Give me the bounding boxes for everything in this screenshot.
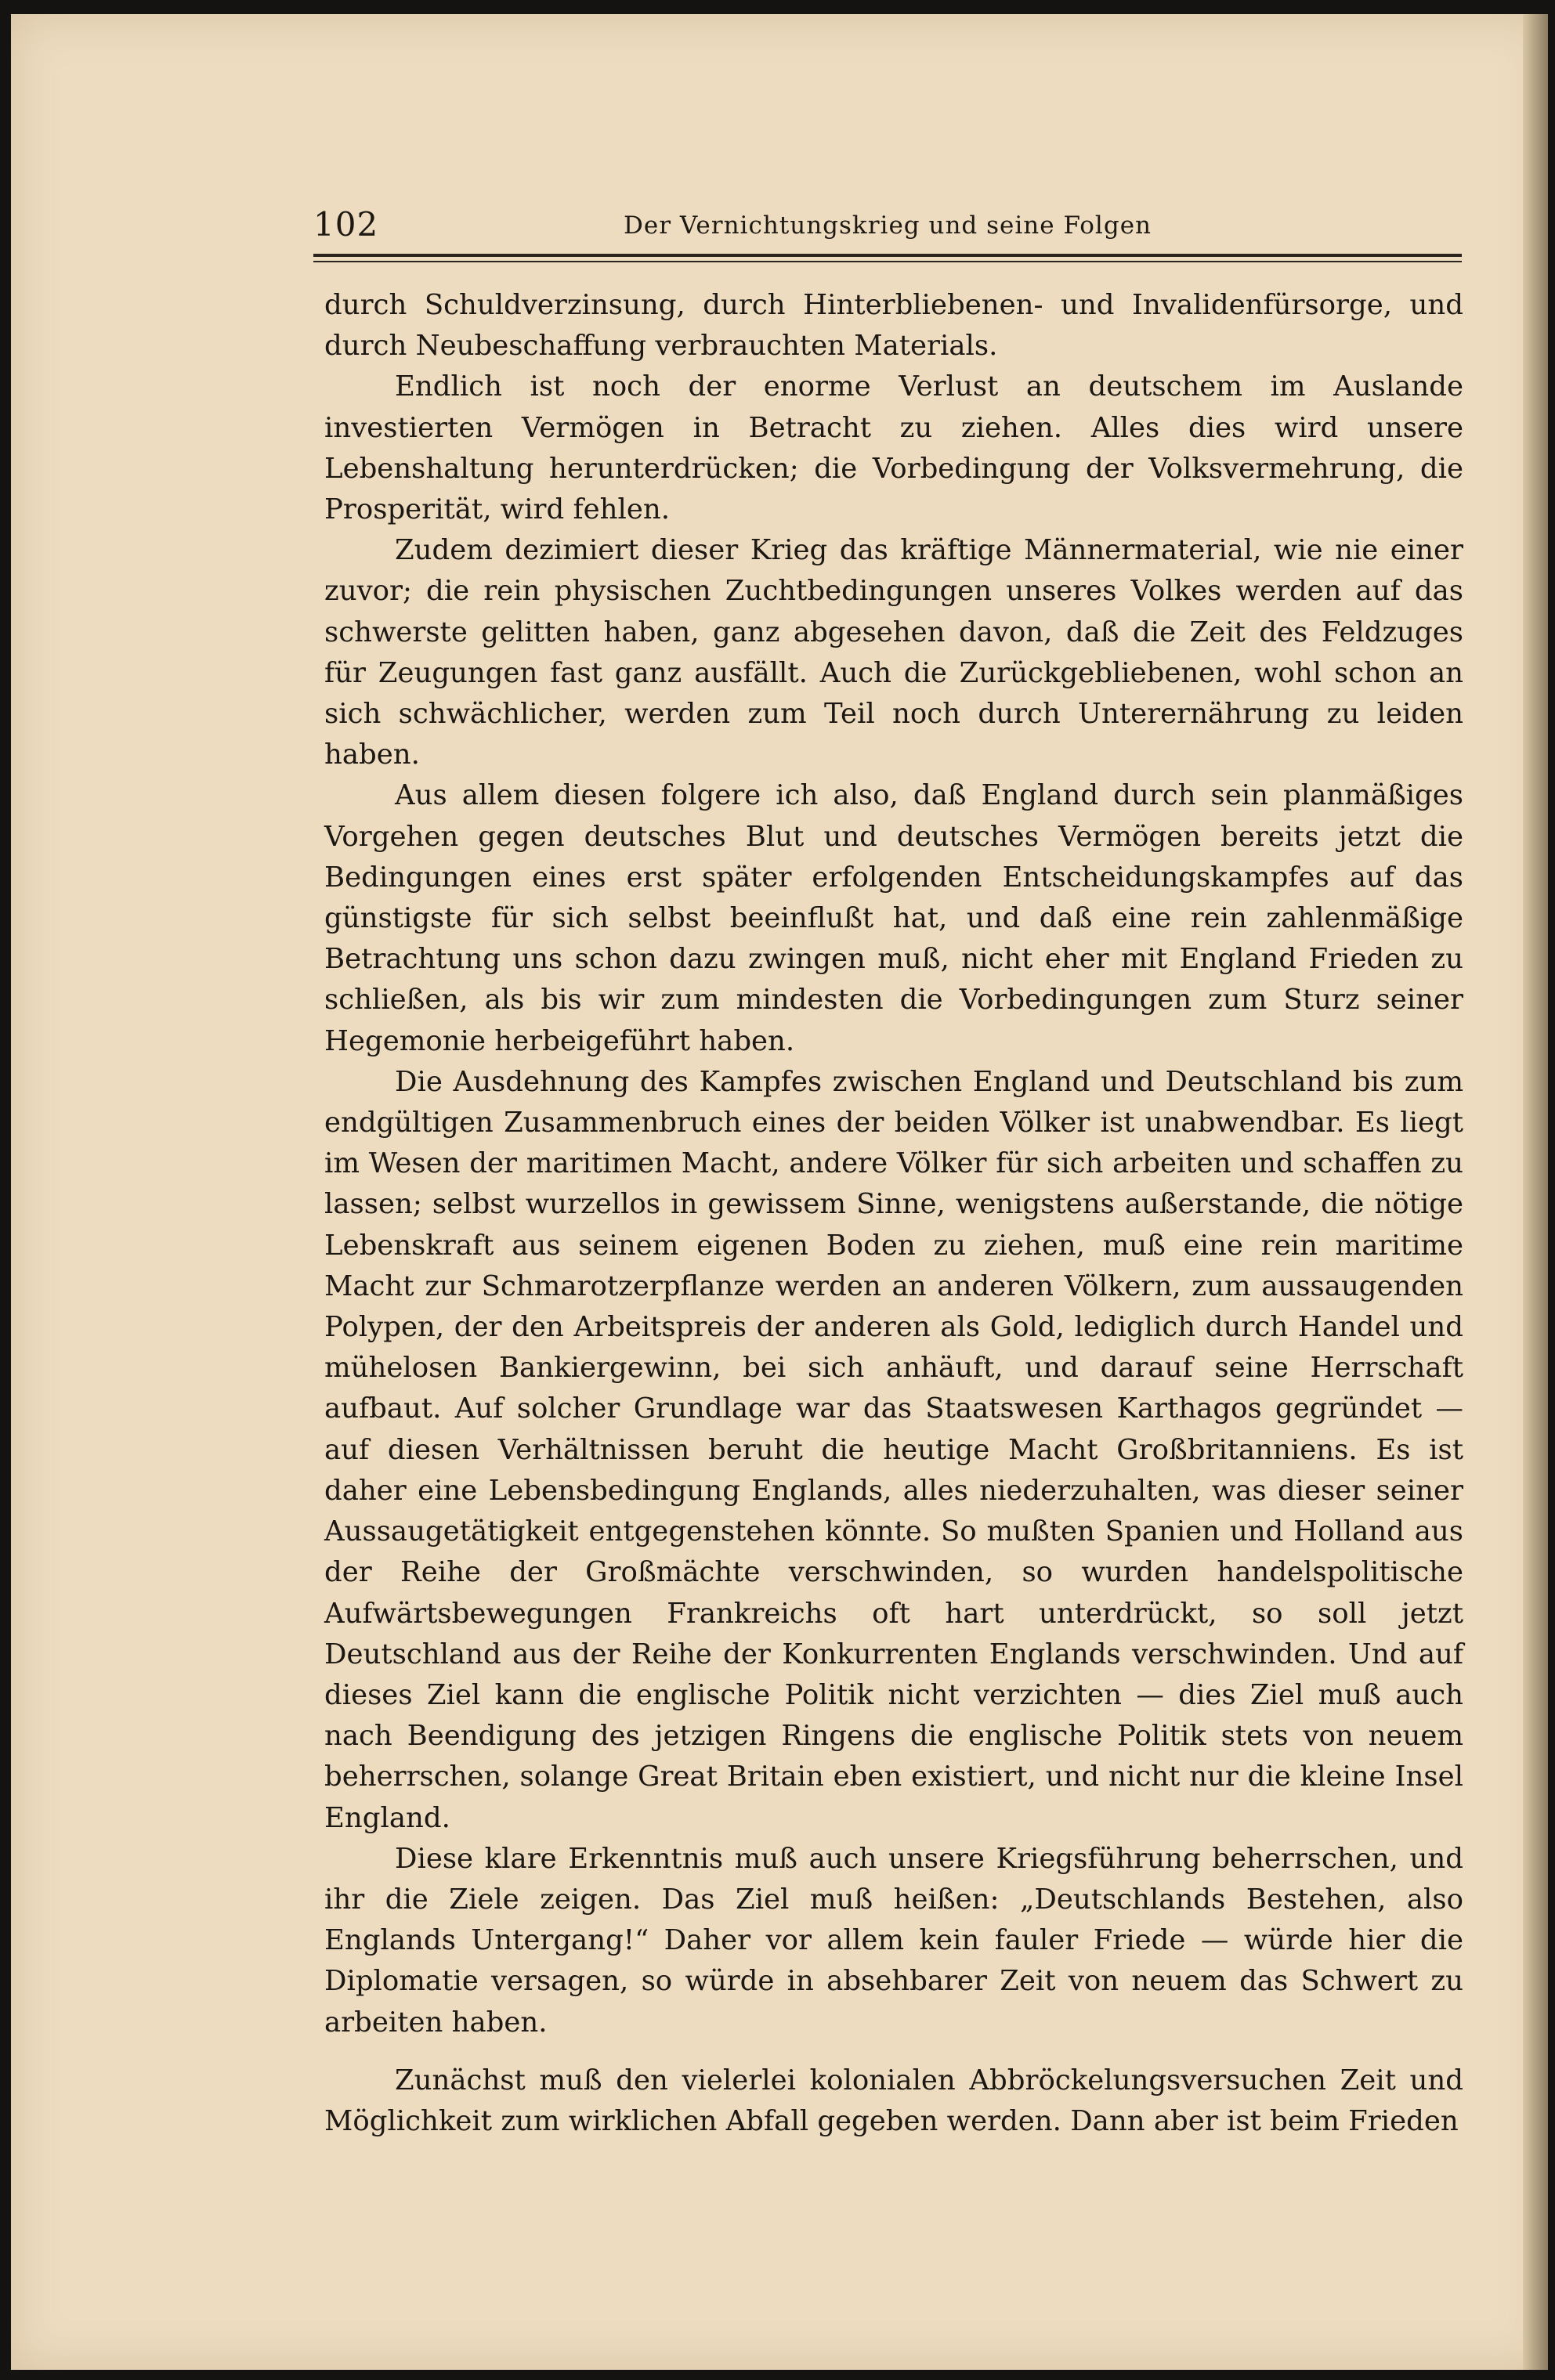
page-number: 102 [313, 205, 379, 244]
paragraph: durch Schuldverzinsung, durch Hinterbliebenen- und Invalidenfürsorge, und durch Neubeschaffung verbrauchten Materials. [324, 289, 1463, 363]
running-head: Der Vernichtungskrieg und seine Folgen [624, 211, 1152, 240]
body-text [324, 285, 1463, 2142]
paragraph: Zudem dezimiert dieser Krieg das kräftige Männermaterial, wie nie einer zuvor; die rein physischen Zuchtbedingungen unseres Volkes werden auf das schwerste gelitten haben, ganz abgesehen davon, daß die Zeit des Feldzuges für Zeugungen fast ganz ausfällt. Auch die Zurückgebliebenen, wohl schon an sich schwächlicher, werden zum Teil noch durch Unterernährung zu leiden haben. [324, 534, 1463, 771]
paragraph: Die Ausdehnung des Kampfes zwischen England und Deutschland bis zum endgültigen Zusammenbruch eines der beiden Völker ist unabwendbar. Es liegt im Wesen der maritimen Macht, andere Völker für sich arbeiten und schaffen zu lassen; selbst wurzellos in gewissem Sinne, wenigstens außerstande, die nötige Lebenskraft aus seinem eigenen Boden zu ziehen, muß eine rein maritime Macht zur Schmarotzerpflanze werden an anderen Völkern, zum aussaugenden Polypen, der den Arbeitspreis der anderen als Gold, lediglich durch Handel und mühelosen Bankiergewinn, bei sich anhäuft, und darauf seine Herrschaft aufbaut. Auf solcher Grundlage war das Staatswesen Karthagos gegründet — auf diesen Verhältnissen beruht die heutige Macht Großbritanniens. Es ist daher eine Lebensbedingung Englands, alles niederzuhalten, was dieser seiner Aussaugetätigkeit entgegenstehen könnte. So mußten Spanien und Holland aus der Reihe der Großmächte verschwinden, so wurden handelspolitische Aufwärtsbewegungen Frankreichs oft hart unterdrückt, so soll jetzt Deutschland aus der Reihe der Konkurrenten Englands verschwinden. Und auf dieses Ziel kann die englische Politik nicht verzichten — dies Ziel muß auch nach Beendigung des jetzigen Ringens die englische Politik stets von neuem beherrschen, solange Great Britain eben existiert, und nicht nur die kleine Insel England. [324, 1065, 1463, 1834]
paragraph: Zunächst muß den vielerlei kolonialen Abbröckelungsversuchen Zeit und Möglichkeit zum wirklichen Abfall gegeben werden. Dann aber ist beim Frieden [324, 2064, 1463, 2137]
paragraph: Endlich ist noch der enorme Verlust an deutschem im Auslande investierten Vermögen in Betracht zu ziehen. Alles dies wird unsere Lebenshaltung herunterdrücken; die Vorbedingung der Volksvermehrung, die Prosperität, wird fehlen. [324, 370, 1463, 526]
header-rule-thin [313, 261, 1462, 262]
page-header [313, 205, 1462, 249]
header-rule [313, 254, 1462, 257]
paragraph: Aus allem diesen folgere ich also, daß England durch sein planmäßiges Vorgehen gegen deutsches Blut und deutsches Vermögen bereits jetzt die Bedingungen eines erst später erfolgenden Entscheidungskampfes auf das günstigste für sich selbst beeinflußt hat, und daß eine rein zahlenmäßige Betrachtung uns schon dazu zwingen muß, nicht eher mit England Frieden zu schließen, als bis wir zum mindesten die Vorbedingungen zum Sturz seiner Hegemonie herbeigeführt haben. [324, 779, 1463, 1057]
paragraph: Diese klare Erkenntnis muß auch unsere Kriegsführung beherrschen, und ihr die Ziele zeigen. Das Ziel muß heißen: „Deutschlands Bestehen, also Englands Untergang!“ Daher vor allem kein fauler Friede — würde hier die Diplomatie versagen, so würde in absehbarer Zeit von neuem das Schwert zu arbeiten haben. [324, 1842, 1463, 2039]
page-gutter [1523, 14, 1548, 2370]
